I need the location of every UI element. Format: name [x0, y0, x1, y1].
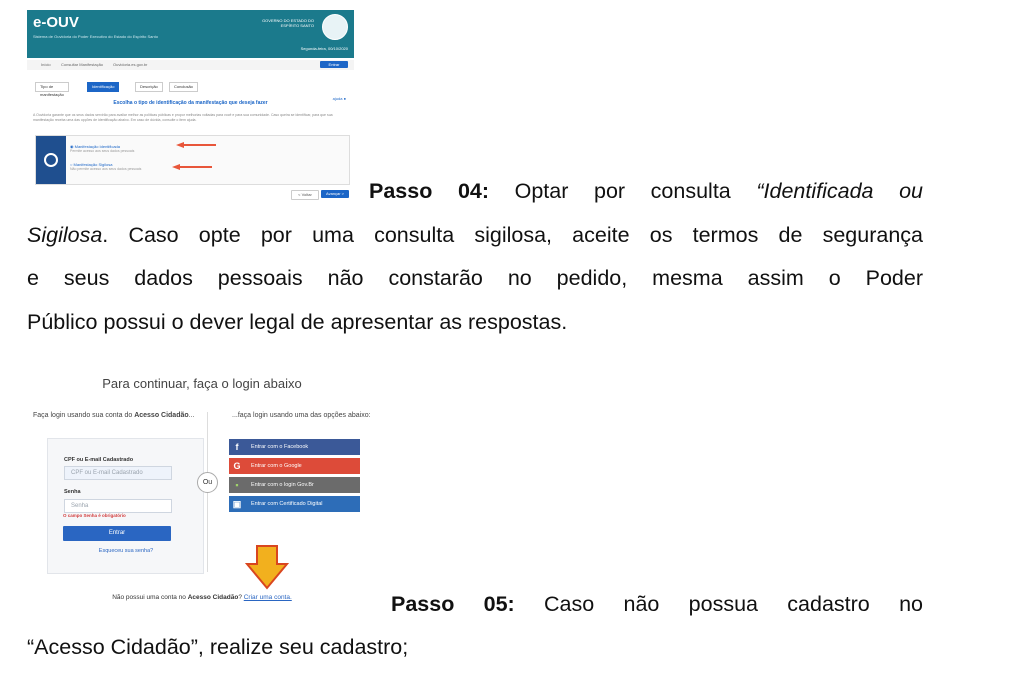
- step-conclusao[interactable]: Conclusão: [169, 82, 198, 92]
- step4-line3: e seus dados pessoais não constarão no pedido, mesma assim o Poder: [27, 266, 923, 290]
- help-label: ajuda: [332, 96, 343, 101]
- facebook-login-label: Entrar com o Facebook: [251, 444, 309, 450]
- google-login-label: Entrar com o Google: [251, 463, 302, 469]
- back-button[interactable]: < Voltar: [291, 190, 319, 200]
- senha-error: O campo Senha é obrigatório: [63, 513, 126, 518]
- eouv-banner: [27, 10, 354, 58]
- option-identificada-label: Manifestação Identificada: [74, 144, 120, 149]
- govbr-icon: ▪: [235, 480, 239, 490]
- cpf-input[interactable]: CPF ou E-mail Cadastrado: [64, 466, 172, 480]
- state-crest-icon: [322, 14, 348, 40]
- identification-options-card: [35, 135, 350, 185]
- option-identificada-hint: Permite acesso aos seus dados pessoais: [70, 149, 135, 153]
- step4-label: Passo 04:: [369, 179, 490, 203]
- step4-line2: [27, 213, 923, 257]
- option-sigilosa[interactable]: [70, 162, 141, 171]
- cpf-label: CPF ou E-mail Cadastrado: [64, 457, 134, 463]
- login-title: Para continuar, faça o login abaixo: [102, 376, 302, 391]
- help-icon: ●: [343, 96, 346, 101]
- facebook-icon: f: [235, 442, 239, 452]
- create-account-question: ?: [238, 594, 244, 601]
- nav-item-ouvidoria[interactable]: Ouvidoria.es.gov.br: [113, 62, 148, 67]
- step-descricao[interactable]: Descrição: [135, 82, 163, 92]
- arrow-down-icon: [245, 544, 289, 590]
- ou-separator: Ou: [197, 472, 218, 493]
- option-sigilosa-hint: Não permite acesso aos seus dados pessoais: [70, 167, 142, 171]
- google-login-button[interactable]: [229, 458, 360, 474]
- login-entrar-button[interactable]: Entrar: [63, 526, 171, 541]
- eouv-logo: e-OUV: [33, 14, 79, 31]
- step4-line1-text: Optar por consulta: [489, 179, 757, 203]
- current-date: Segunda-feira, 00/10/2020: [300, 46, 348, 51]
- eouv-logo-subtitle: Sistema de Ouvidoria do Poder Executivo do Estado do Espírito Santo: [33, 34, 158, 39]
- certificate-login-label: Entrar com Certificado Digital: [251, 501, 323, 507]
- eouv-screenshot: [27, 10, 354, 200]
- create-account-link[interactable]: Criar uma conta.: [243, 594, 292, 601]
- entrar-button[interactable]: Entrar: [320, 61, 348, 68]
- radio-identificada[interactable]: ◉: [70, 144, 74, 149]
- create-account-bold: Acesso Cidadão: [187, 594, 239, 601]
- next-button[interactable]: Avançar >: [321, 190, 349, 198]
- step4-line1: [369, 169, 923, 213]
- certificate-login-button[interactable]: [229, 496, 360, 512]
- nav-item-inicio[interactable]: Início: [41, 62, 51, 67]
- option-sigilosa-label: Manifestação Sigilosa: [73, 162, 113, 167]
- nav-item-consultar[interactable]: Consultar Manifestação: [61, 62, 104, 67]
- forgot-password-link[interactable]: Esqueceu sua senha?: [98, 548, 154, 554]
- step-tipo[interactable]: Tipo de manifestação: [35, 82, 69, 92]
- govbr-login-button[interactable]: [229, 477, 360, 493]
- step5-line2: “Acesso Cidadão”, realize seu cadastro;: [27, 635, 409, 659]
- fingerprint-icon: [36, 136, 66, 184]
- arrow-left-icon: [176, 142, 216, 148]
- radio-sigilosa[interactable]: ○: [70, 162, 73, 167]
- facebook-login-button[interactable]: [229, 439, 360, 455]
- senha-label: Senha: [64, 489, 81, 495]
- identification-description: A Ouvidoria garante que os seus dados servirão para avaliar melhor as políticas públicas e propor melhorias voltadas para você e para sua comunidade. Caso queira se identificar, para que sua manifestação receba uma das opções de identificação abaixo. Em caso de dúvida, consulte o item ajuda.: [33, 113, 333, 122]
- step5-label: Passo 05:: [391, 592, 515, 616]
- step4-line2-text: . Caso opte por uma consulta sigilosa, aceite os termos de segurança: [102, 223, 923, 247]
- left-heading-text: Faça login usando sua conta do: [33, 412, 135, 419]
- senha-input[interactable]: Senha: [64, 499, 172, 513]
- create-account-prompt: [27, 594, 377, 601]
- arrow-left-icon: [172, 164, 212, 170]
- step5-line1-text: Caso não possua cadastro no: [514, 592, 923, 616]
- govbr-login-label: Entrar com o login Gov.Br: [251, 482, 314, 488]
- google-icon: G: [233, 461, 241, 471]
- eouv-nav: [27, 60, 354, 70]
- step4-line1-italic: “Identificada ou: [756, 179, 923, 203]
- left-heading-bold: Acesso Cidadão: [134, 412, 189, 419]
- step5-line1: [391, 582, 923, 626]
- option-identificada[interactable]: [70, 144, 134, 153]
- login-left-heading: [33, 412, 195, 419]
- login-right-heading: ...faça login usando uma das opções abaixo:: [232, 412, 371, 419]
- step4-line2-italic: Sigilosa: [27, 223, 103, 247]
- certificate-icon: ▣: [232, 499, 242, 509]
- left-heading-ellipsis: ...: [188, 412, 195, 419]
- step-identificacao[interactable]: Identificação: [87, 82, 119, 92]
- create-account-text: Não possui uma conta no: [112, 594, 188, 601]
- identification-heading: Escolha o tipo de identificação da manifestação que deseja fazer: [113, 100, 268, 106]
- login-screenshot: [27, 372, 377, 608]
- government-label: GOVERNO DO ESTADO DO ESPÍRITO SANTO: [262, 18, 314, 28]
- step4-line4: Público possui o dever legal de apresentar as respostas.: [27, 310, 568, 334]
